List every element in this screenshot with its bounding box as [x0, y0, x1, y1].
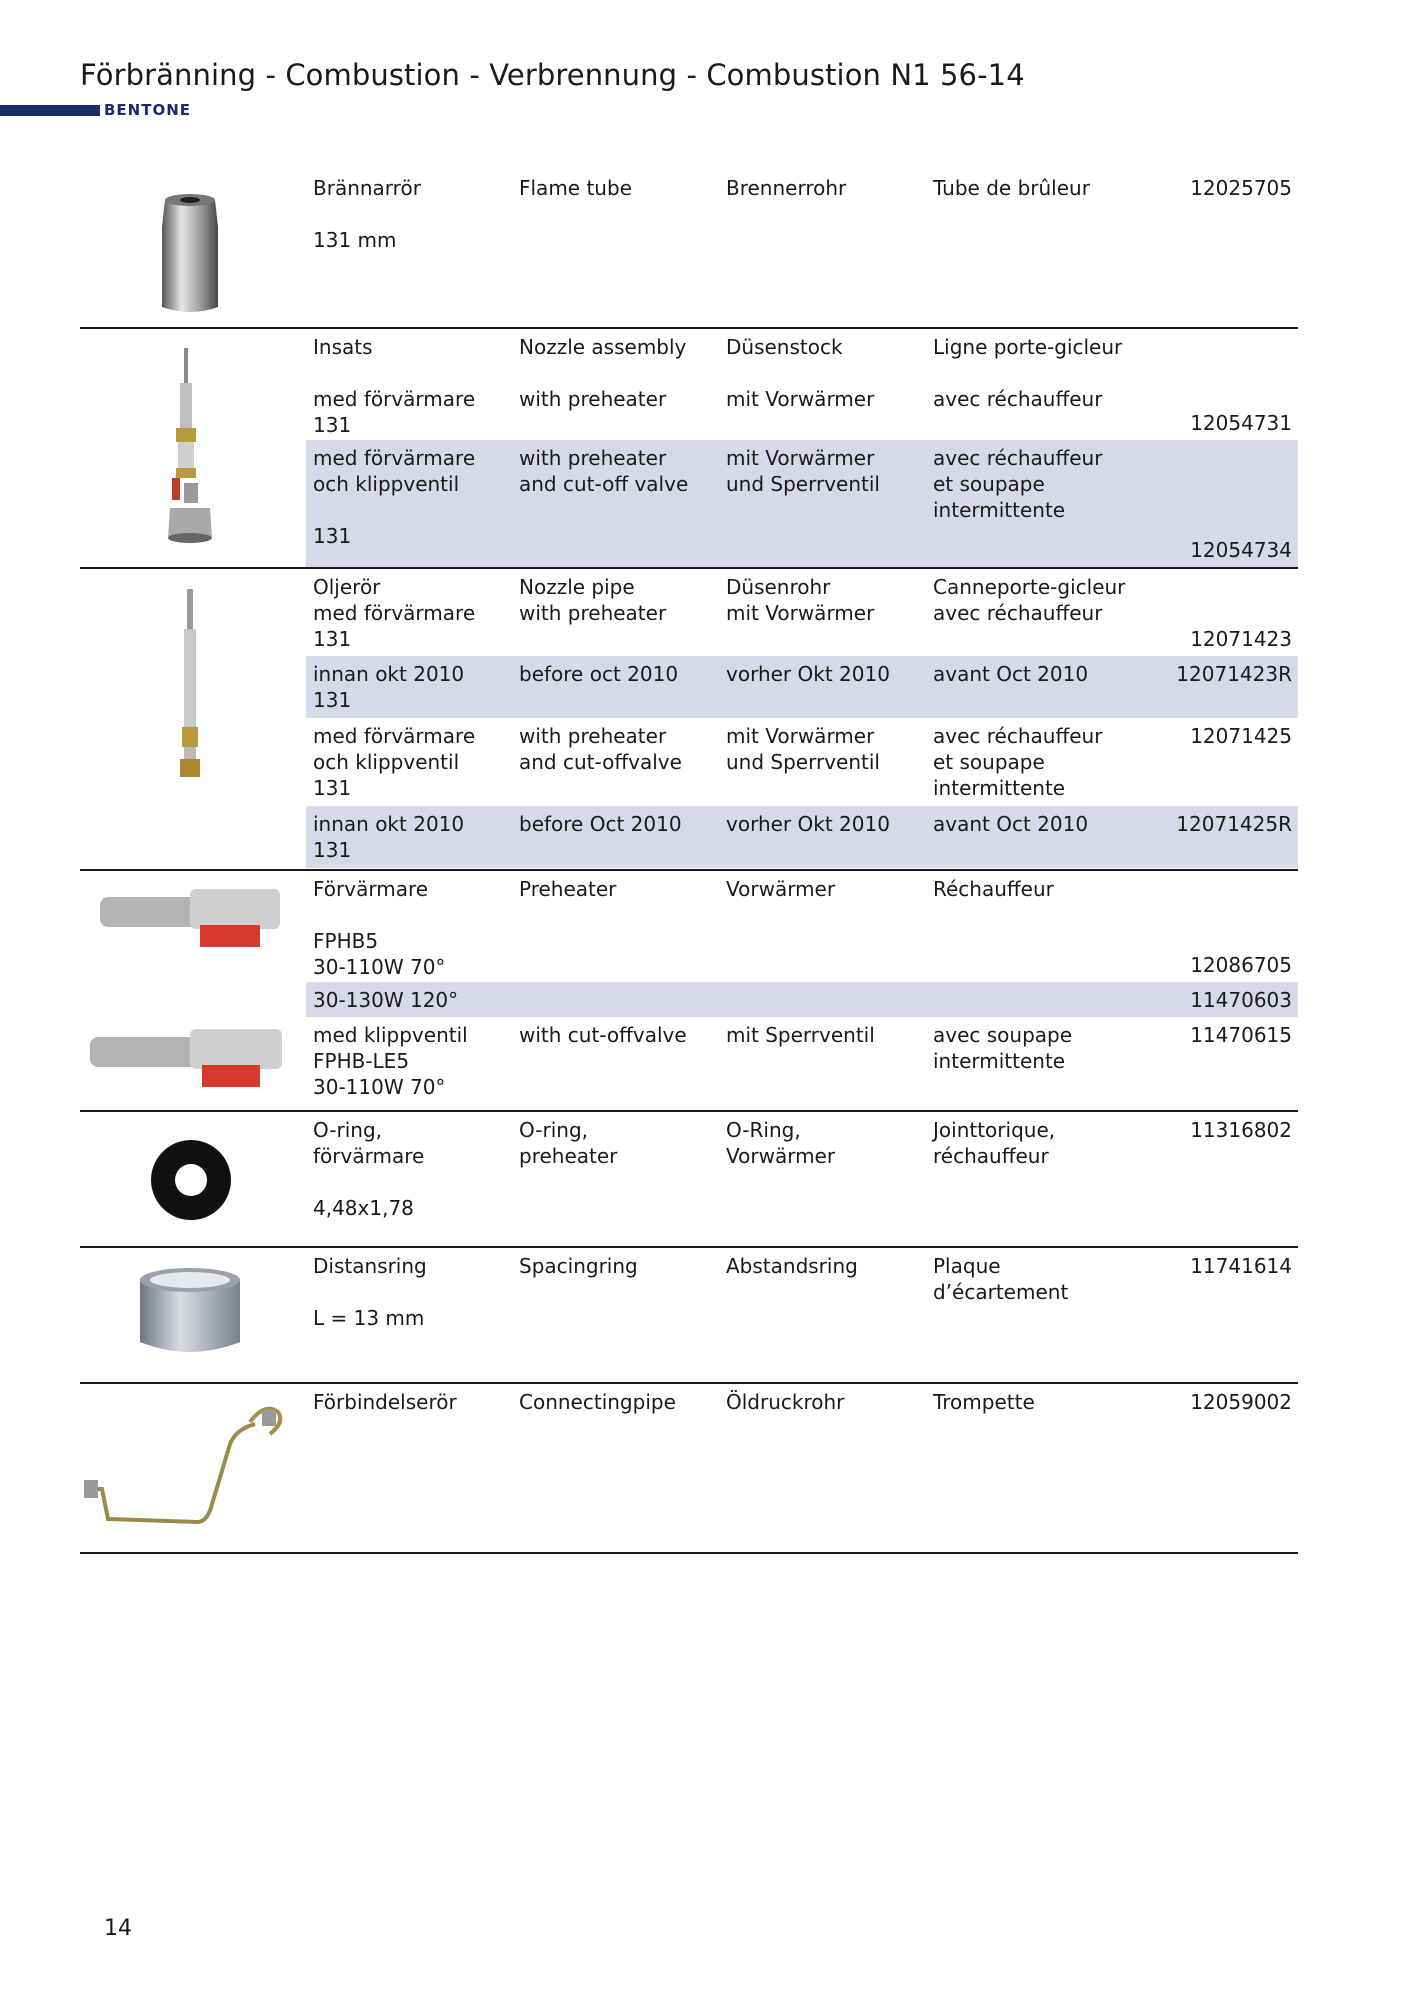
- french-name: avec réchauffeur et soupape intermittente: [933, 724, 1103, 800]
- swedish-name: Oljerör med förvärmare 131: [313, 575, 476, 651]
- catalog-group-nozzle-assembly: [80, 329, 1298, 569]
- part-row: [306, 1017, 1298, 1110]
- swedish-name: innan okt 2010 131: [313, 812, 465, 862]
- french-name: Canneporte-gicleur avec réchauffeur: [933, 575, 1126, 625]
- german-name: mit Sperrventil: [726, 1023, 875, 1047]
- swedish-name: med klippventil FPHB-LE5 30-110W 70°: [313, 1023, 468, 1099]
- preheater-image: [80, 877, 300, 1097]
- part-number: 12071425: [1190, 724, 1292, 748]
- catalog-group-nozzle-pipe: [80, 569, 1298, 871]
- part-number: 11316802: [1190, 1118, 1292, 1142]
- french-name: avec réchauffeur et soupape intermittente: [933, 446, 1103, 522]
- german-name: vorher Okt 2010: [726, 812, 890, 836]
- swedish-name: Distansring L = 13 mm: [313, 1254, 427, 1330]
- part-number: 12059002: [1190, 1390, 1292, 1414]
- german-name: O-Ring, Vorwärmer: [726, 1118, 836, 1168]
- german-name: Vorwärmer: [726, 877, 836, 901]
- english-name: O-ring, preheater: [519, 1118, 618, 1168]
- german-name: Abstandsring: [726, 1254, 858, 1278]
- german-name: Düsenstock mit Vorwärmer: [726, 335, 875, 411]
- spacing-ring-image: [80, 1260, 300, 1370]
- part-row: [306, 1384, 1298, 1543]
- part-row: [306, 806, 1298, 868]
- german-name: mit Vorwärmer und Sperrventil: [726, 446, 880, 496]
- english-name: Connectingpipe: [519, 1390, 676, 1414]
- english-name: before oct 2010: [519, 662, 679, 686]
- catalog-group-preheater: [80, 871, 1298, 1112]
- part-number: 11470615: [1190, 1023, 1292, 1047]
- english-name: with preheater and cut-off valve: [519, 446, 689, 496]
- french-name: avant Oct 2010: [933, 812, 1089, 836]
- part-number: 12071423: [1190, 627, 1292, 651]
- english-name: Nozzle pipe with preheater: [519, 575, 667, 625]
- catalog-group-o-ring: [80, 1112, 1298, 1248]
- french-name: Trompette: [933, 1390, 1035, 1414]
- english-name: Flame tube: [519, 176, 632, 200]
- swedish-name: med förvärmare och klippventil 131: [313, 724, 476, 800]
- english-name: Nozzle assembly with preheater: [519, 335, 687, 411]
- part-number: 12086705: [1190, 953, 1292, 977]
- page-number: 14: [104, 1916, 132, 1941]
- part-number: 12071423R: [1176, 662, 1292, 686]
- connecting-pipe-image: [80, 1394, 300, 1544]
- swedish-name: innan okt 2010 131: [313, 662, 465, 712]
- brand-bar: [0, 105, 100, 116]
- swedish-name: O-ring, förvärmare 4,48x1,78: [313, 1118, 425, 1220]
- part-row: [306, 170, 1298, 319]
- english-name: before Oct 2010: [519, 812, 682, 836]
- french-name: Réchauffeur: [933, 877, 1054, 901]
- german-name: Öldruckrohr: [726, 1390, 845, 1414]
- connecting-pipe-icon: [80, 1394, 300, 1544]
- part-row: [306, 656, 1298, 718]
- german-name: mit Vorwärmer und Sperrventil: [726, 724, 880, 774]
- swedish-name: med förvärmare och klippventil 131: [313, 446, 476, 548]
- german-name: Düsenrohr mit Vorwärmer: [726, 575, 875, 625]
- part-row: [306, 329, 1298, 440]
- part-number: 12054734: [1190, 538, 1292, 562]
- french-name: Tube de brûleur: [933, 176, 1090, 200]
- catalog-group-flame-tube: [80, 170, 1298, 329]
- spacing-ring-icon: [80, 1260, 300, 1370]
- brand-logo: BENTONE: [104, 101, 192, 119]
- english-name: with cut-offvalve: [519, 1023, 687, 1047]
- part-row: [306, 1248, 1298, 1377]
- catalog-group-spacing-ring: [80, 1248, 1298, 1384]
- english-name: Preheater: [519, 877, 617, 901]
- o-ring-image: [80, 1122, 300, 1232]
- part-row: [306, 1112, 1298, 1241]
- catalog-group-connecting-pipe: [80, 1384, 1298, 1554]
- french-name: avant Oct 2010: [933, 662, 1089, 686]
- swedish-name: Förvärmare FPHB5 30-110W 70°: [313, 877, 446, 979]
- nozzle-assembly-icon: [80, 343, 300, 553]
- o-ring-icon: [80, 1122, 300, 1232]
- german-name: Brennerrohr: [726, 176, 847, 200]
- flame-tube-image: [80, 182, 300, 322]
- part-row: [306, 982, 1298, 1017]
- french-name: Ligne porte-gicleur avec réchauffeur: [933, 335, 1123, 411]
- english-name: Spacingring: [519, 1254, 638, 1278]
- swedish-name: Förbindelserör: [313, 1390, 457, 1414]
- french-name: avec soupape intermittente: [933, 1023, 1073, 1073]
- parts-catalog: [80, 170, 1298, 1554]
- part-number: 12054731: [1190, 411, 1292, 435]
- french-name: Jointtorique, réchauffeur: [933, 1118, 1056, 1168]
- nozzle-assembly-image: [80, 343, 300, 553]
- preheater-icon: [80, 877, 300, 1097]
- swedish-name: Brännarrör 131 mm: [313, 176, 421, 252]
- part-number: 12071425R: [1176, 812, 1292, 836]
- swedish-name: 30-130W 120°: [313, 988, 459, 1012]
- part-number: 11470603: [1190, 988, 1292, 1012]
- part-row: [306, 569, 1298, 656]
- part-number: 11741614: [1190, 1254, 1292, 1278]
- flame-tube-icon: [80, 182, 300, 322]
- swedish-name: Insats med förvärmare 131: [313, 335, 476, 437]
- part-row: [306, 718, 1298, 806]
- page-title: Förbränning - Combustion - Verbrennung - Combustion N1 56-14: [80, 58, 1025, 92]
- english-name: with preheater and cut-offvalve: [519, 724, 682, 774]
- part-row: [306, 871, 1298, 982]
- french-name: Plaque d’écartement: [933, 1254, 1069, 1304]
- nozzle-pipe-icon: [80, 589, 300, 789]
- part-row: [306, 440, 1298, 567]
- nozzle-pipe-image: [80, 589, 300, 789]
- part-number: 12025705: [1190, 176, 1292, 200]
- german-name: vorher Okt 2010: [726, 662, 890, 686]
